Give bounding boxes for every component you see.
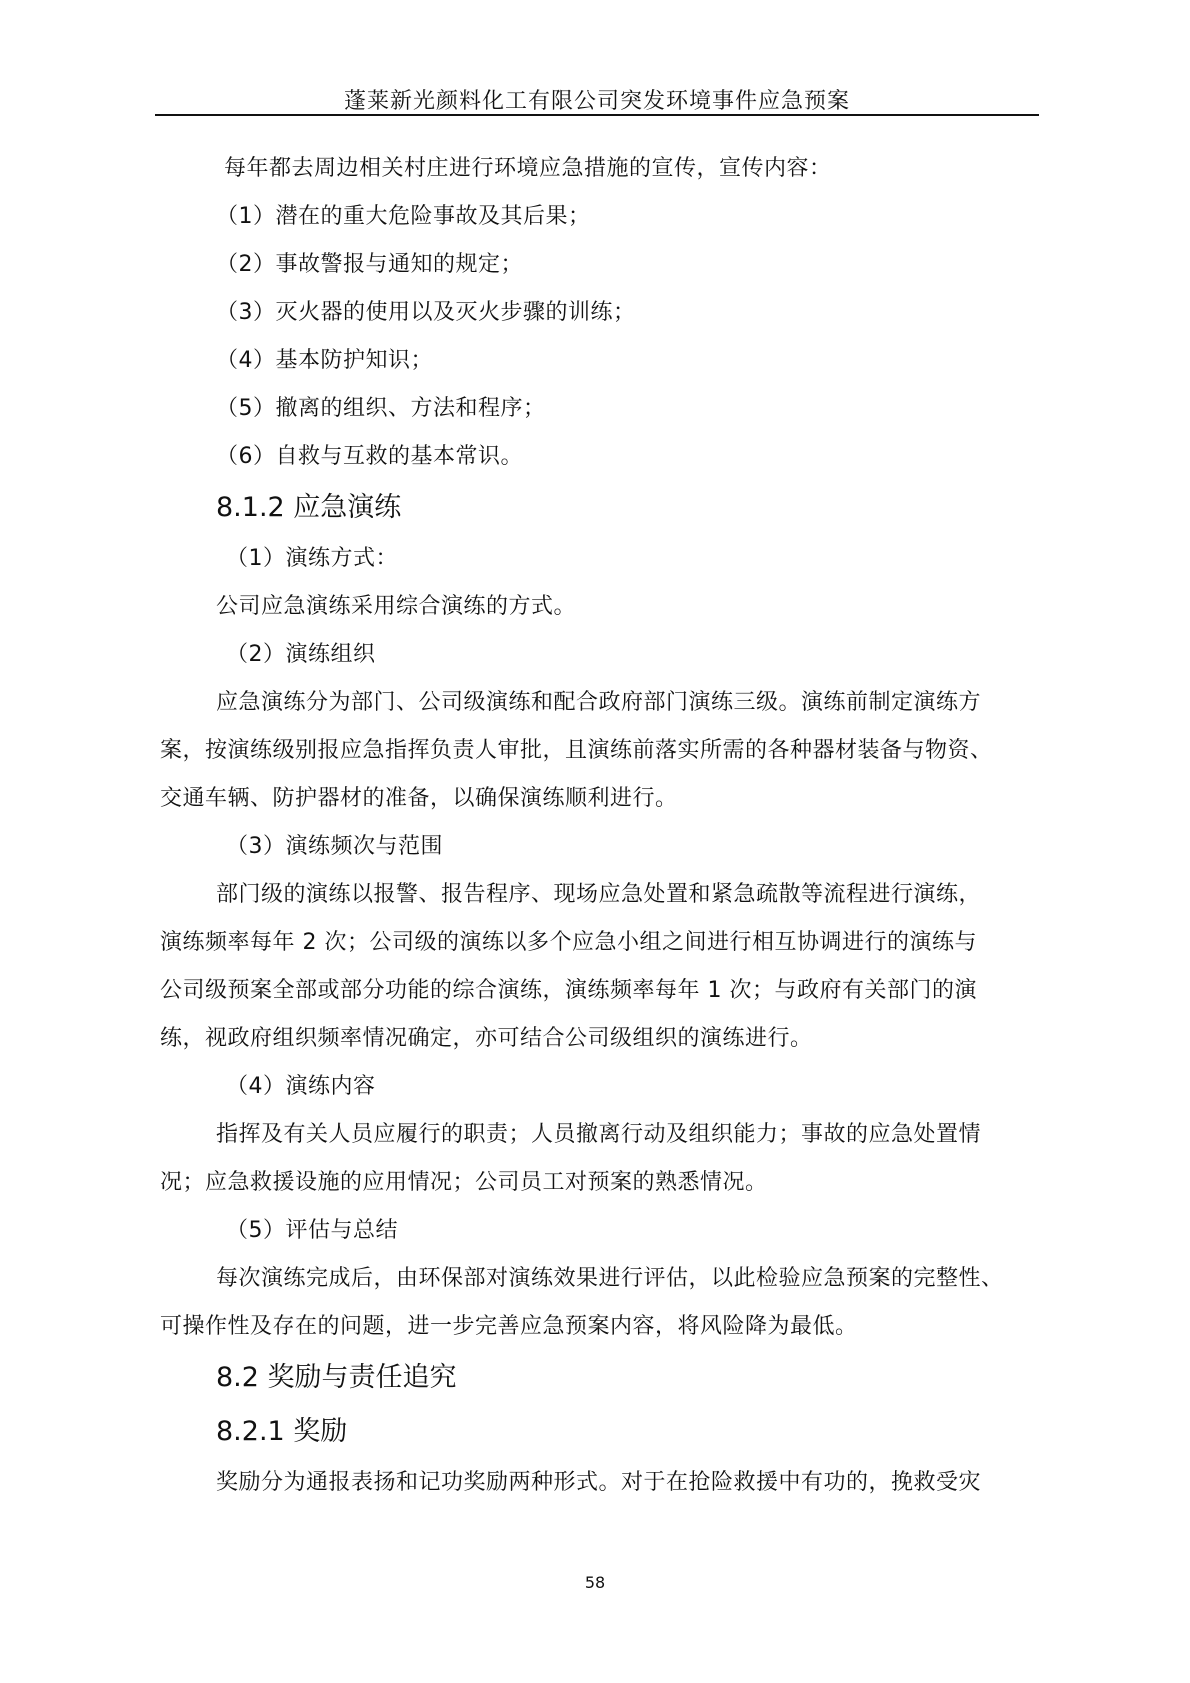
intro-paragraph: 每年都去周边相关村庄进行环境应急措施的宣传，宣传内容： (224, 156, 832, 181)
paragraph-line: 交通车辆、防护器材的准备，以确保演练顺利进行。 (160, 786, 678, 811)
list-item: （1）潜在的重大危险事故及其后果； (216, 204, 591, 229)
subsection-title: （3）演练频次与范围 (226, 834, 443, 859)
list-item: （2）事故警报与通知的规定； (216, 252, 523, 277)
subsection-title: （2）演练组织 (226, 642, 376, 667)
paragraph-line: 指挥及有关人员应履行的职责；人员撤离行动及组织能力；事故的应急处置情 (216, 1122, 982, 1147)
list-item: （5）撤离的组织、方法和程序； (216, 396, 546, 421)
section-heading-8-2-1: 8.2.1 奖励 (216, 1416, 348, 1447)
document-body (160, 145, 1060, 1507)
paragraph-line: 练，视政府组织频率情况确定，亦可结合公司级组织的演练进行。 (160, 1026, 813, 1051)
paragraph-line: 部门级的演练以报警、报告程序、现场应急处置和紧急疏散等流程进行演练， (216, 882, 982, 907)
paragraph-line: 案，按演练级别报应急指挥负责人审批，且演练前落实所需的各种器材装备与物资、 (160, 738, 993, 763)
subsection-title: （4）演练内容 (226, 1074, 376, 1099)
paragraph-line: 演练频率每年 2 次；公司级的演练以多个应急小组之间进行相互协调进行的演练与 (160, 930, 977, 955)
paragraph-line: 公司应急演练采用综合演练的方式。 (216, 594, 577, 619)
section-heading-8-2: 8.2 奖励与责任追究 (216, 1362, 457, 1393)
paragraph-line: 公司级预案全部或部分功能的综合演练，演练频率每年 1 次；与政府有关部门的演 (160, 978, 977, 1003)
page-number: 58 (584, 1573, 606, 1592)
paragraph-line: 应急演练分为部门、公司级演练和配合政府部门演练三级。演练前制定演练方 (216, 690, 982, 715)
paragraph-line: 可操作性及存在的问题，进一步完善应急预案内容，将风险降为最低。 (160, 1314, 858, 1339)
paragraph-line: 况；应急救援设施的应用情况；公司员工对预案的熟悉情况。 (160, 1170, 768, 1195)
document-header-title: 蓬莱新光颜料化工有限公司突发环境事件应急预案 (343, 89, 850, 114)
section-heading-8-1-2: 8.1.2 应急演练 (216, 492, 402, 523)
subsection-title: （1）演练方式： (226, 546, 398, 571)
header-divider (155, 114, 1039, 116)
list-item: （6）自救与互救的基本常识。 (216, 444, 523, 469)
subsection-title: （5）评估与总结 (226, 1218, 398, 1243)
list-item: （4）基本防护知识； (216, 348, 433, 373)
list-item: （3）灭火器的使用以及灭火步骤的训练； (216, 300, 636, 325)
paragraph-line: 每次演练完成后，由环保部对演练效果进行评估，以此检验应急预案的完整性、 (216, 1266, 1004, 1291)
paragraph-line: 奖励分为通报表扬和记功奖励两种形式。对于在抢险救援中有功的，挽救受灾 (216, 1470, 982, 1495)
